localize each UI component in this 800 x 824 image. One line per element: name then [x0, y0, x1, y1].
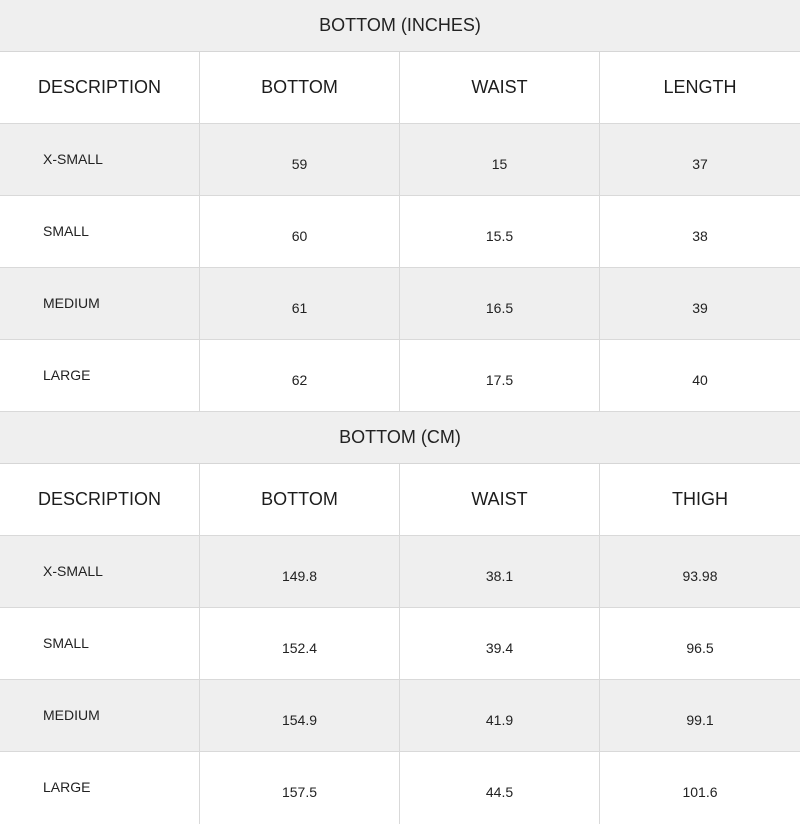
table-cell: 61: [200, 268, 400, 339]
table-cell: 149.8: [200, 536, 400, 607]
column-header-description: DESCRIPTION: [0, 52, 200, 123]
table-cell: 93.98: [682, 567, 718, 584]
cm-table: [0, 412, 800, 824]
size-label: MEDIUM: [0, 680, 200, 751]
table-cell: 39.4: [400, 608, 600, 679]
table-row: [0, 340, 800, 412]
table-row: [0, 268, 800, 340]
table-row: [0, 196, 800, 268]
table-cell: 16.5: [400, 268, 600, 339]
table-cell: 59: [200, 124, 400, 195]
column-header-waist: WAIST: [400, 464, 600, 535]
table-cell: 44.5: [400, 752, 600, 824]
table-cell: 38: [692, 227, 708, 244]
table-row: [0, 124, 800, 196]
table-cell: 38.1: [400, 536, 600, 607]
table-header-row: [0, 52, 800, 124]
column-header-length: LENGTH: [663, 77, 737, 97]
table-cell: 60: [200, 196, 400, 267]
section-title: BOTTOM (INCHES): [0, 0, 800, 52]
size-label: X-SMALL: [0, 124, 200, 195]
table-cell: 15.5: [400, 196, 600, 267]
column-header-thigh: THIGH: [672, 489, 728, 509]
table-cell: 101.6: [682, 784, 718, 800]
size-label: SMALL: [0, 196, 200, 267]
size-label: LARGE: [0, 340, 200, 411]
table-cell: 39: [692, 299, 708, 316]
size-label: MEDIUM: [0, 268, 200, 339]
size-label: X-SMALL: [0, 536, 200, 607]
table-cell: 152.4: [200, 608, 400, 679]
column-header-bottom: BOTTOM: [200, 52, 400, 123]
column-header-description: DESCRIPTION: [0, 464, 200, 535]
table-row: [0, 680, 800, 752]
size-label: LARGE: [0, 752, 200, 824]
table-row: [0, 752, 800, 824]
column-header-bottom: BOTTOM: [200, 464, 400, 535]
table-cell: 99.1: [686, 711, 714, 728]
table-cell: 154.9: [200, 680, 400, 751]
table-cell: 62: [200, 340, 400, 411]
column-header-waist: WAIST: [400, 52, 600, 123]
table-cell: 17.5: [400, 340, 600, 411]
section-title: BOTTOM (CM): [0, 412, 800, 464]
table-cell: 37: [692, 155, 708, 172]
table-cell: 157.5: [200, 752, 400, 824]
table-cell: 15: [400, 124, 600, 195]
table-header-row: [0, 464, 800, 536]
table-row: [0, 608, 800, 680]
table-row: [0, 536, 800, 608]
table-cell: 40: [692, 371, 708, 388]
size-label: SMALL: [0, 608, 200, 679]
table-cell: 96.5: [686, 639, 714, 656]
table-cell: 41.9: [400, 680, 600, 751]
